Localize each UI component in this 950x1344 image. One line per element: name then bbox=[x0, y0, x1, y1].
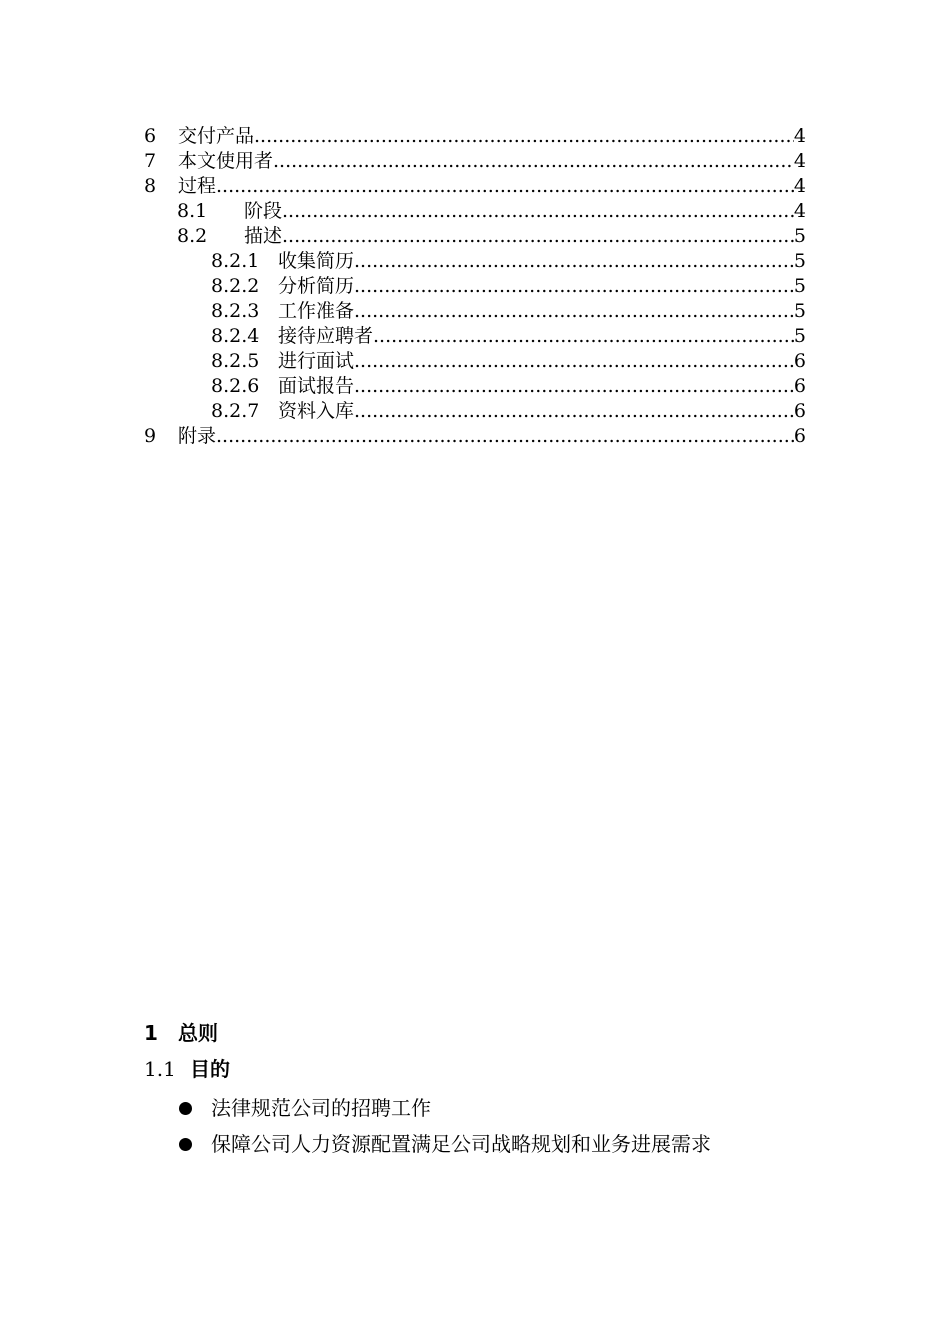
toc-leader-dots bbox=[373, 324, 794, 349]
section-general bbox=[144, 1018, 844, 1162]
toc-entry-number: 8.2.5 bbox=[211, 350, 260, 372]
toc-leader-dots bbox=[354, 274, 794, 299]
toc-leader-dots bbox=[216, 174, 794, 199]
toc-entry[interactable] bbox=[144, 324, 806, 349]
toc-entry[interactable] bbox=[144, 199, 806, 224]
bullet-icon bbox=[179, 1102, 192, 1115]
toc-entry-number: 9 bbox=[144, 425, 157, 447]
toc-leader-dots bbox=[282, 224, 794, 249]
toc-leader-dots bbox=[282, 199, 794, 224]
toc-entry-title: 过程 bbox=[178, 175, 217, 197]
toc-entry-number: 8.2.1 bbox=[211, 250, 260, 272]
toc-entry[interactable] bbox=[144, 424, 806, 449]
toc-entry-number: 8.1 bbox=[177, 200, 208, 222]
toc-leader-dots bbox=[254, 124, 794, 149]
toc-entry-number: 7 bbox=[144, 150, 157, 172]
toc-entry[interactable] bbox=[144, 174, 806, 199]
toc-entry-number: 8.2.3 bbox=[211, 300, 260, 322]
toc-entry-number: 6 bbox=[144, 125, 157, 147]
section-heading bbox=[144, 1018, 844, 1048]
toc-entry[interactable] bbox=[144, 274, 806, 299]
section-number: 1 bbox=[144, 1021, 158, 1045]
subsection-title: 目的 bbox=[190, 1057, 230, 1081]
subsection-heading bbox=[144, 1054, 844, 1084]
toc-entry-page: 6 bbox=[793, 350, 806, 372]
toc-entry-page: 5 bbox=[793, 275, 806, 297]
toc-entry-page: 5 bbox=[793, 225, 806, 247]
toc-leader-dots bbox=[216, 424, 794, 449]
toc-entry-page: 4 bbox=[793, 200, 806, 222]
toc-entry-title: 交付产品 bbox=[178, 125, 255, 147]
toc-leader-dots bbox=[354, 349, 794, 374]
toc-entry-title: 进行面试 bbox=[278, 350, 355, 372]
toc-entry-number: 8.2.7 bbox=[211, 400, 260, 422]
toc-entry[interactable] bbox=[144, 149, 806, 174]
toc-leader-dots bbox=[354, 249, 794, 274]
purpose-list bbox=[144, 1090, 844, 1162]
toc-entry-title: 工作准备 bbox=[278, 300, 355, 322]
toc-entry-title: 收集简历 bbox=[278, 250, 355, 272]
list-item-text: 法律规范公司的招聘工作 bbox=[211, 1096, 431, 1120]
toc-entry[interactable] bbox=[144, 299, 806, 324]
toc-leader-dots bbox=[354, 399, 794, 424]
toc-entry-page: 4 bbox=[793, 150, 806, 172]
toc-entry-number: 8 bbox=[144, 175, 157, 197]
table-of-contents bbox=[144, 124, 806, 449]
toc-entry[interactable] bbox=[144, 399, 806, 424]
toc-entry-number: 8.2.2 bbox=[211, 275, 260, 297]
toc-entry-title: 阶段 bbox=[244, 200, 283, 222]
toc-entry-number: 8.2 bbox=[177, 225, 208, 247]
bullet-icon bbox=[179, 1138, 192, 1151]
toc-entry[interactable] bbox=[144, 349, 806, 374]
list-item-text: 保障公司人力资源配置满足公司战略规划和业务进展需求 bbox=[211, 1132, 711, 1156]
toc-entry-page: 4 bbox=[793, 175, 806, 197]
toc-leader-dots bbox=[273, 149, 794, 174]
toc-entry-page: 5 bbox=[793, 300, 806, 322]
toc-entry-title: 资料入库 bbox=[278, 400, 355, 422]
toc-entry-page: 5 bbox=[793, 325, 806, 347]
subsection-number: 1.1 bbox=[144, 1057, 176, 1081]
toc-entry[interactable] bbox=[144, 249, 806, 274]
toc-entry-page: 4 bbox=[793, 125, 806, 147]
list-item bbox=[144, 1126, 844, 1162]
toc-entry[interactable] bbox=[144, 124, 806, 149]
toc-entry-title: 描述 bbox=[244, 225, 283, 247]
toc-leader-dots bbox=[354, 299, 794, 324]
toc-entry-title: 附录 bbox=[178, 425, 217, 447]
toc-entry-page: 6 bbox=[793, 400, 806, 422]
toc-entry-number: 8.2.6 bbox=[211, 375, 260, 397]
toc-entry-page: 6 bbox=[793, 375, 806, 397]
toc-entry-page: 5 bbox=[793, 250, 806, 272]
toc-entry-page: 6 bbox=[793, 425, 806, 447]
toc-entry[interactable] bbox=[144, 374, 806, 399]
toc-entry-title: 接待应聘者 bbox=[278, 325, 374, 347]
toc-entry[interactable] bbox=[144, 224, 806, 249]
toc-entry-title: 本文使用者 bbox=[178, 150, 274, 172]
toc-leader-dots bbox=[354, 374, 794, 399]
toc-entry-number: 8.2.4 bbox=[211, 325, 260, 347]
section-title: 总则 bbox=[178, 1021, 218, 1045]
toc-entry-title: 分析简历 bbox=[278, 275, 355, 297]
list-item bbox=[144, 1090, 844, 1126]
toc-entry-title: 面试报告 bbox=[278, 375, 355, 397]
